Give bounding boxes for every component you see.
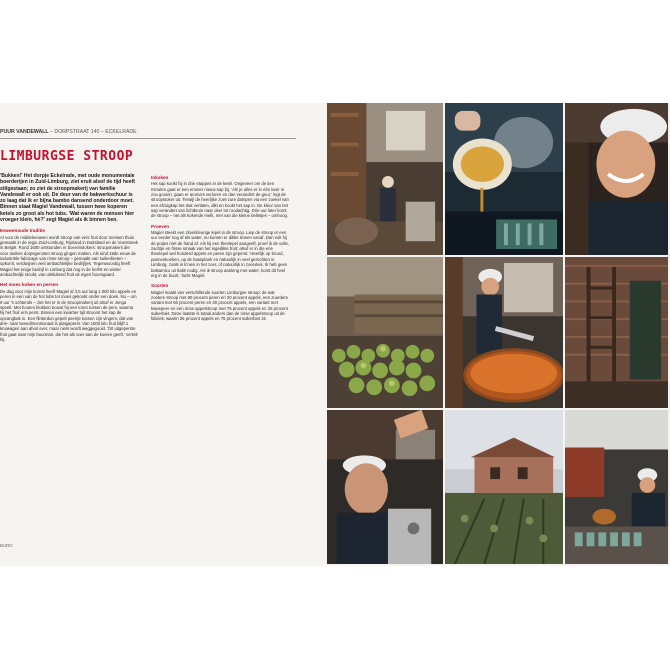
section-heading: Eeuwenoude traditie: [0, 228, 45, 234]
smiling-man-portrait-photo: [565, 103, 670, 257]
filling-jars-photo: [565, 410, 670, 566]
pouring-syrup-photo: [445, 103, 565, 257]
right-page: [327, 103, 670, 566]
article-title: LIMBURGSE STROOP: [0, 149, 134, 164]
workshop-interior-photo: [327, 103, 445, 257]
page-folio: BURG: [0, 543, 13, 548]
left-page: [0, 103, 327, 566]
section-text: Magiel steekt een zilverkleurige lepel in de stroop. Liep de stroop er een uur eerder nog af als water, nu komen er dikke tranen vanaf. Dan vult hij de potjes met de hand af. Als hij een theelepel aangeeft, proef ik de volle, zachtje en frisse smaak van het ingedikte fruit; alsof er in die ene theelepel wel honderd appels en peren zijn geperst. 'Heerlijk op brood, pannenkoeken, op de kaasplank en natuurlijk in veel gerechten in Limburg, zoals in k'nien in het zoer, of natuurlijk in zoervleis. Ik heb geen balsamico uit Italië nodig. Als ik stroop aanleng met water, komt dit heel erg in de buurt,' lacht Magiel.: [151, 230, 289, 278]
section-text: Het sap kookt hij in drie etappes in de ketel. Ongeveer om de tien minuten gaat er een emmer nieuw sap bij. 'Als je alles er in één keer in zou gooien, gaan er aroma's verloren en dan verandert de geur,' legt de stroopstoker uit. Terwijl de heerlijke zoet-zure dampen via een zoekel van een afzuigkap het dak verlaten, dikt en kookt het sap in. De kleur van het sap verandert van lichtbruin naar oker tot roodachtig. Drie uur later komt de stroop – net als kokende melk, met van die kleine belletjes – omhoog.: [151, 181, 289, 219]
man-with-cap-photo: [327, 410, 445, 566]
text-column-right: [151, 175, 289, 322]
running-header: [0, 129, 296, 139]
farmhouse-orchard-photo: [445, 410, 565, 566]
section-heading: Soorten: [151, 283, 169, 289]
section-text: Magiel maakt vier verschillende soorten Limburgse stroop: de wat zoetere stroop met 80 procent peren en 20 procent appels, een zuurdere variant met 60 procent peren en 40 procent appels, een variant met kweepeer en een rinse appelstroop met 75 procent appels en 25 procent suikerbiet. Deze laatste is totaal anders dan de rinse appelstroop uit de fabriek, waarin 25 procent appels en 75 procent suikerbiet zit.: [151, 289, 289, 322]
brick-wall-shelves-photo: [565, 257, 670, 410]
lead-paragraph: 'Bukken!' Het dorpje Eckelrade, met oude monumentale boerderijen in Zuid-Limburg, ziet eruit alsof de tijd heeft stilgestaan; zo ziet de stroopmakerij van familie Vandewall er ook uit. De deur van de bakwerkschuur is zo laag dat ik er bijna bambo dansend onderdoor moet. Binnen staat Magiel Vandewall, tussen twee koperen ketels zo groot als hot tubs. 'Wat waren de mensen hier vroeger klein, hè?' zegt Magiel als ik binnen ben.: [0, 173, 135, 224]
text-column-left: [0, 173, 138, 342]
section-text: Al voor de middeleeuwen wordt stroop van vers fruit door mensen thuis gemaakt in de regio Zuid-Limburg, Rijnland in Duitsland en de Voerstreek in België. Rond 1600 ontstonden er boerenstokers: stroopmakers die voor andere dorpsgenoten stroop gingen maken. Als eind 19de eeuw de industriële fabricage van rinse stroop – gemaakt van suikerbieten – opkomt, verdwijnen veel ambachtelijke bedrijfjes. Tegenwoordig heeft Magiel het enige bedrijf in Limburg dat nog in de herfst en winter ambachtelijk stookt, van uitsluitend fruit uit eigen boomgaard.: [0, 234, 138, 278]
man-stirring-kettle-photo: [445, 257, 565, 410]
photo-grid: [327, 103, 670, 566]
section-heading: Proeven: [151, 223, 170, 229]
section-heading: Het moes koken en persen: [0, 282, 59, 288]
fruit-crates-photo: [327, 257, 445, 410]
header-location: – DORPSTRAAT 140 – ECKELRADE: [48, 129, 137, 135]
section-text: De dag voor mijn komst heeft Magiel al 3,5 uur lang 1.000 kilo appels en peren in een van de hot tubs tot moes gekookt onder een doek. Nu – om 9 uur 's ochtends – ziet het er in de stroopmakerij uit alsof er Jenga speelt. Met houten blokken bouwt hij een toren tussen de pers, waarna hij het fruit erin perst. Binnen een kwartier tijd stroomt het sap de opvangbak in. Een flinterdun gepelt peertje tussen zijn vingers, dat van drie- naar tweedimensionaal is platgeperst. Van 1000 kilo fruit blijft 1 kruiwagen aan afval over, maar niets wordt weggegooid. 'Dit uitgeperste fruit gaat naar mijn buurman, die het als voer aan de koeien geeft,' vertelt hij.: [0, 288, 138, 342]
header-author: PUUR VANDEWALL: [0, 129, 49, 135]
magazine-spread: [0, 103, 670, 566]
section-heading: Inkoken: [151, 175, 169, 180]
